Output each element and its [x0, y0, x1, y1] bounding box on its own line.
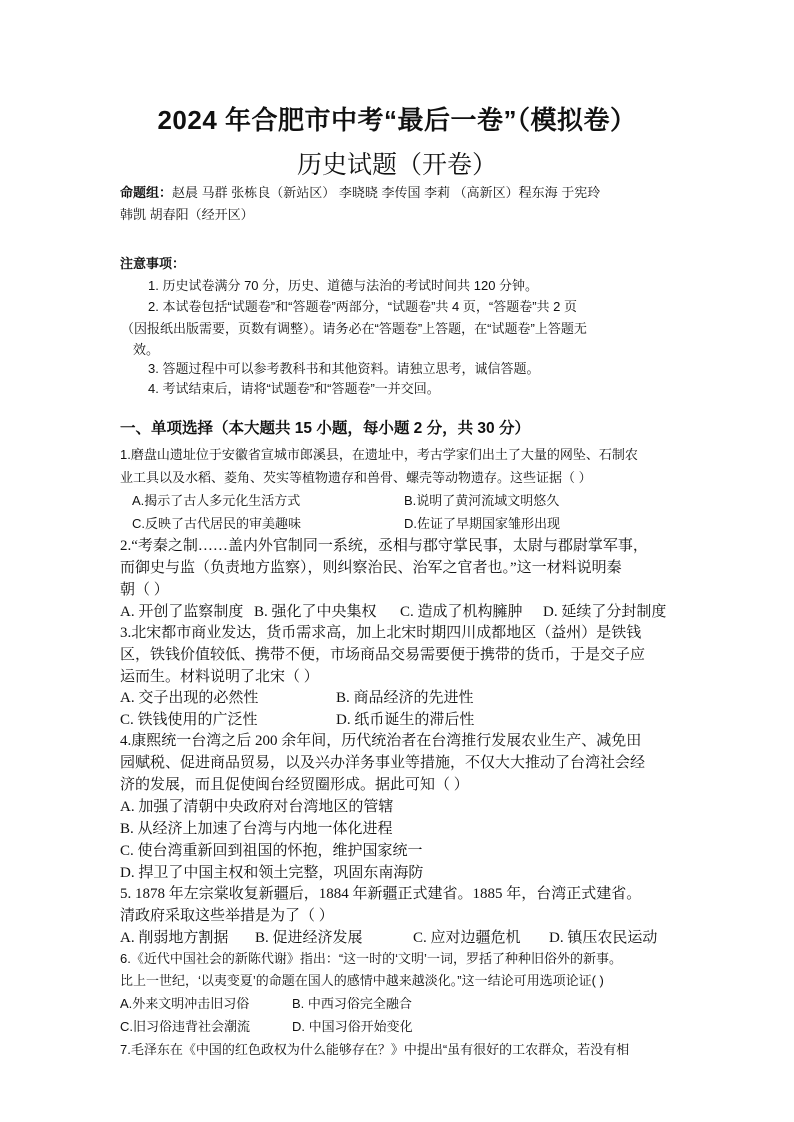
question-5-option-d: D. 镇压农民运动	[549, 930, 658, 946]
question-1-option-c: C.反映了古代居民的审美趣味	[132, 516, 302, 531]
question-4-option-c: C. 使台湾重新回到祖国的怀抱，维护国家统一	[120, 843, 423, 859]
question-5-text: 5. 1878 年左宗棠收复新疆后，1884 年新疆正式建省。1885 年，台湾正式建省。	[120, 886, 642, 902]
question-1-text: 业工具以及水稻、菱角、芡实等植物遗存和兽骨、螺壳等动物遗存。这些证据（ ）	[120, 470, 592, 485]
note-item: 4. 考试结束后，请将“试题卷”和“答题卷”一并交回。	[148, 381, 440, 396]
question-2-option-a: A. 开创了监察制度	[120, 604, 244, 620]
question-5-option-a: A. 削弱地方割据	[120, 930, 229, 946]
author-group-label: 命题组：	[120, 185, 173, 200]
note-item: 2. 本试卷包括“试题卷”和“答题卷”两部分，“试题卷”共 4 页，“答题卷”共 2 页	[148, 299, 577, 314]
question-4-option-b: B. 从经济上加速了台湾与内地一体化进程	[120, 821, 393, 837]
section-heading: 一、单项选择（本大题共 15 小题，每小题 2 分，共 30 分）	[120, 420, 530, 437]
question-2-option-d: D. 延续了分封制度	[543, 604, 667, 620]
question-2-option-b: B. 强化了中央集权	[254, 604, 377, 620]
note-item: 3. 答题过程中可以参考教科书和其他资料。请独立思考，诚信答题。	[148, 361, 540, 376]
question-4-option-a: A. 加强了清朝中央政府对台湾地区的管辖	[120, 799, 394, 815]
question-4-text: 济的发展，而且促使闽台经贸圈形成。据此可知（ ）	[120, 777, 469, 793]
question-3-text: 3.北宋都市商业发达，货币需求高，加上北宋时期四川成都地区（益州）是铁钱	[120, 625, 642, 641]
question-5-option-c: C. 应对边疆危机	[413, 930, 521, 946]
question-3-option-c: C. 铁钱使用的广泛性	[120, 712, 258, 728]
question-5-option-b: B. 促进经济发展	[255, 930, 363, 946]
notes-heading: 注意事项：	[120, 256, 186, 271]
question-4-option-d: D. 捍卫了中国主权和领土完整，巩固东南海防	[120, 865, 424, 881]
question-6-option-a: A.外来文明冲击旧习俗	[120, 996, 250, 1011]
question-6-option-d: D. 中国习俗开始变化	[292, 1019, 413, 1034]
question-2-text: 而御史与监（负责地方监察），则纠察治民、治军之官者也。”这一材料说明秦	[120, 560, 622, 576]
question-1-option-d: D.佐证了早期国家雏形出现	[404, 516, 561, 531]
question-3-option-d: D. 纸币诞生的滞后性	[336, 712, 475, 728]
question-3-option-b: B. 商品经济的先进性	[336, 690, 474, 706]
author-group-names: 赵晨 马群 张栋良（新站区） 李晓晓 李传国 李莉 （高新区）程东海 于宪玲	[172, 185, 601, 200]
author-group-line-2: 韩凯 胡春阳（经开区）	[120, 207, 254, 222]
question-1-option-a: A.揭示了古人多元化生活方式	[132, 493, 301, 508]
question-3-text: 运而生。材料说明了北宋（ ）	[120, 669, 319, 685]
question-2-text: 朝（ ）	[120, 582, 169, 598]
question-4-text: 4.康熙统一台湾之后 200 余年间，历代统治者在台湾推行发展农业生产、减免田	[120, 733, 642, 749]
question-6-option-c: C.旧习俗违背社会潮流	[120, 1019, 251, 1034]
note-item: 1. 历史试卷满分 70 分，历史、道德与法治的考试时间共 120 分钟。	[148, 278, 539, 293]
note-item: 效。	[133, 342, 160, 357]
question-7-text: 7.毛泽东在《中国的红色政权为什么能够存在？》中提出“虽有很好的工农群众，若没有相	[120, 1042, 630, 1057]
question-6-text: 6.《近代中国社会的新陈代谢》指出：“这一时的‘文明’一词，罗括了种种旧俗外的新事。	[120, 951, 622, 966]
question-3-option-a: A. 交子出现的必然性	[120, 690, 259, 706]
question-4-text: 园赋税、促进商品贸易，以及兴办洋务事业等措施，不仅大大推动了台湾社会经	[120, 755, 646, 771]
note-item: （因报纸出版需要，页数有调整）。请务必在“答题卷”上答题，在“试题卷”上答题无	[121, 321, 587, 336]
page-subtitle: 历史试题（开卷）	[296, 152, 497, 179]
page-title: 2024 年合肥市中考“最后一卷”（模拟卷）	[157, 105, 637, 135]
question-1-option-b: B.说明了黄河流域文明悠久	[404, 493, 560, 508]
author-group-line-1	[120, 182, 600, 201]
question-2-text: 2.“考秦之制……盖内外官制同一系统，丞相与郡守掌民事，太尉与郡尉掌军事，	[120, 538, 648, 554]
question-3-text: 区，铁钱价值较低、携带不便，市场商品交易需要便于携带的货币，于是交子应	[120, 647, 646, 663]
question-6-option-b: B. 中西习俗完全融合	[292, 996, 412, 1011]
question-1-text: 1.磨盘山遗址位于安徽省宣城市郎溪县，在遗址中，考古学家们出土了大量的网坠、石制农	[120, 447, 638, 462]
question-2-option-c: C. 造成了机构臃肿	[400, 604, 523, 620]
question-5-text: 清政府采取这些举措是为了（ ）	[120, 908, 334, 924]
question-6-text: 比上一世纪，‘以夷变夏’的命题在国人的感情中越来越淡化。”这一结论可用选项论证( )	[120, 973, 604, 988]
